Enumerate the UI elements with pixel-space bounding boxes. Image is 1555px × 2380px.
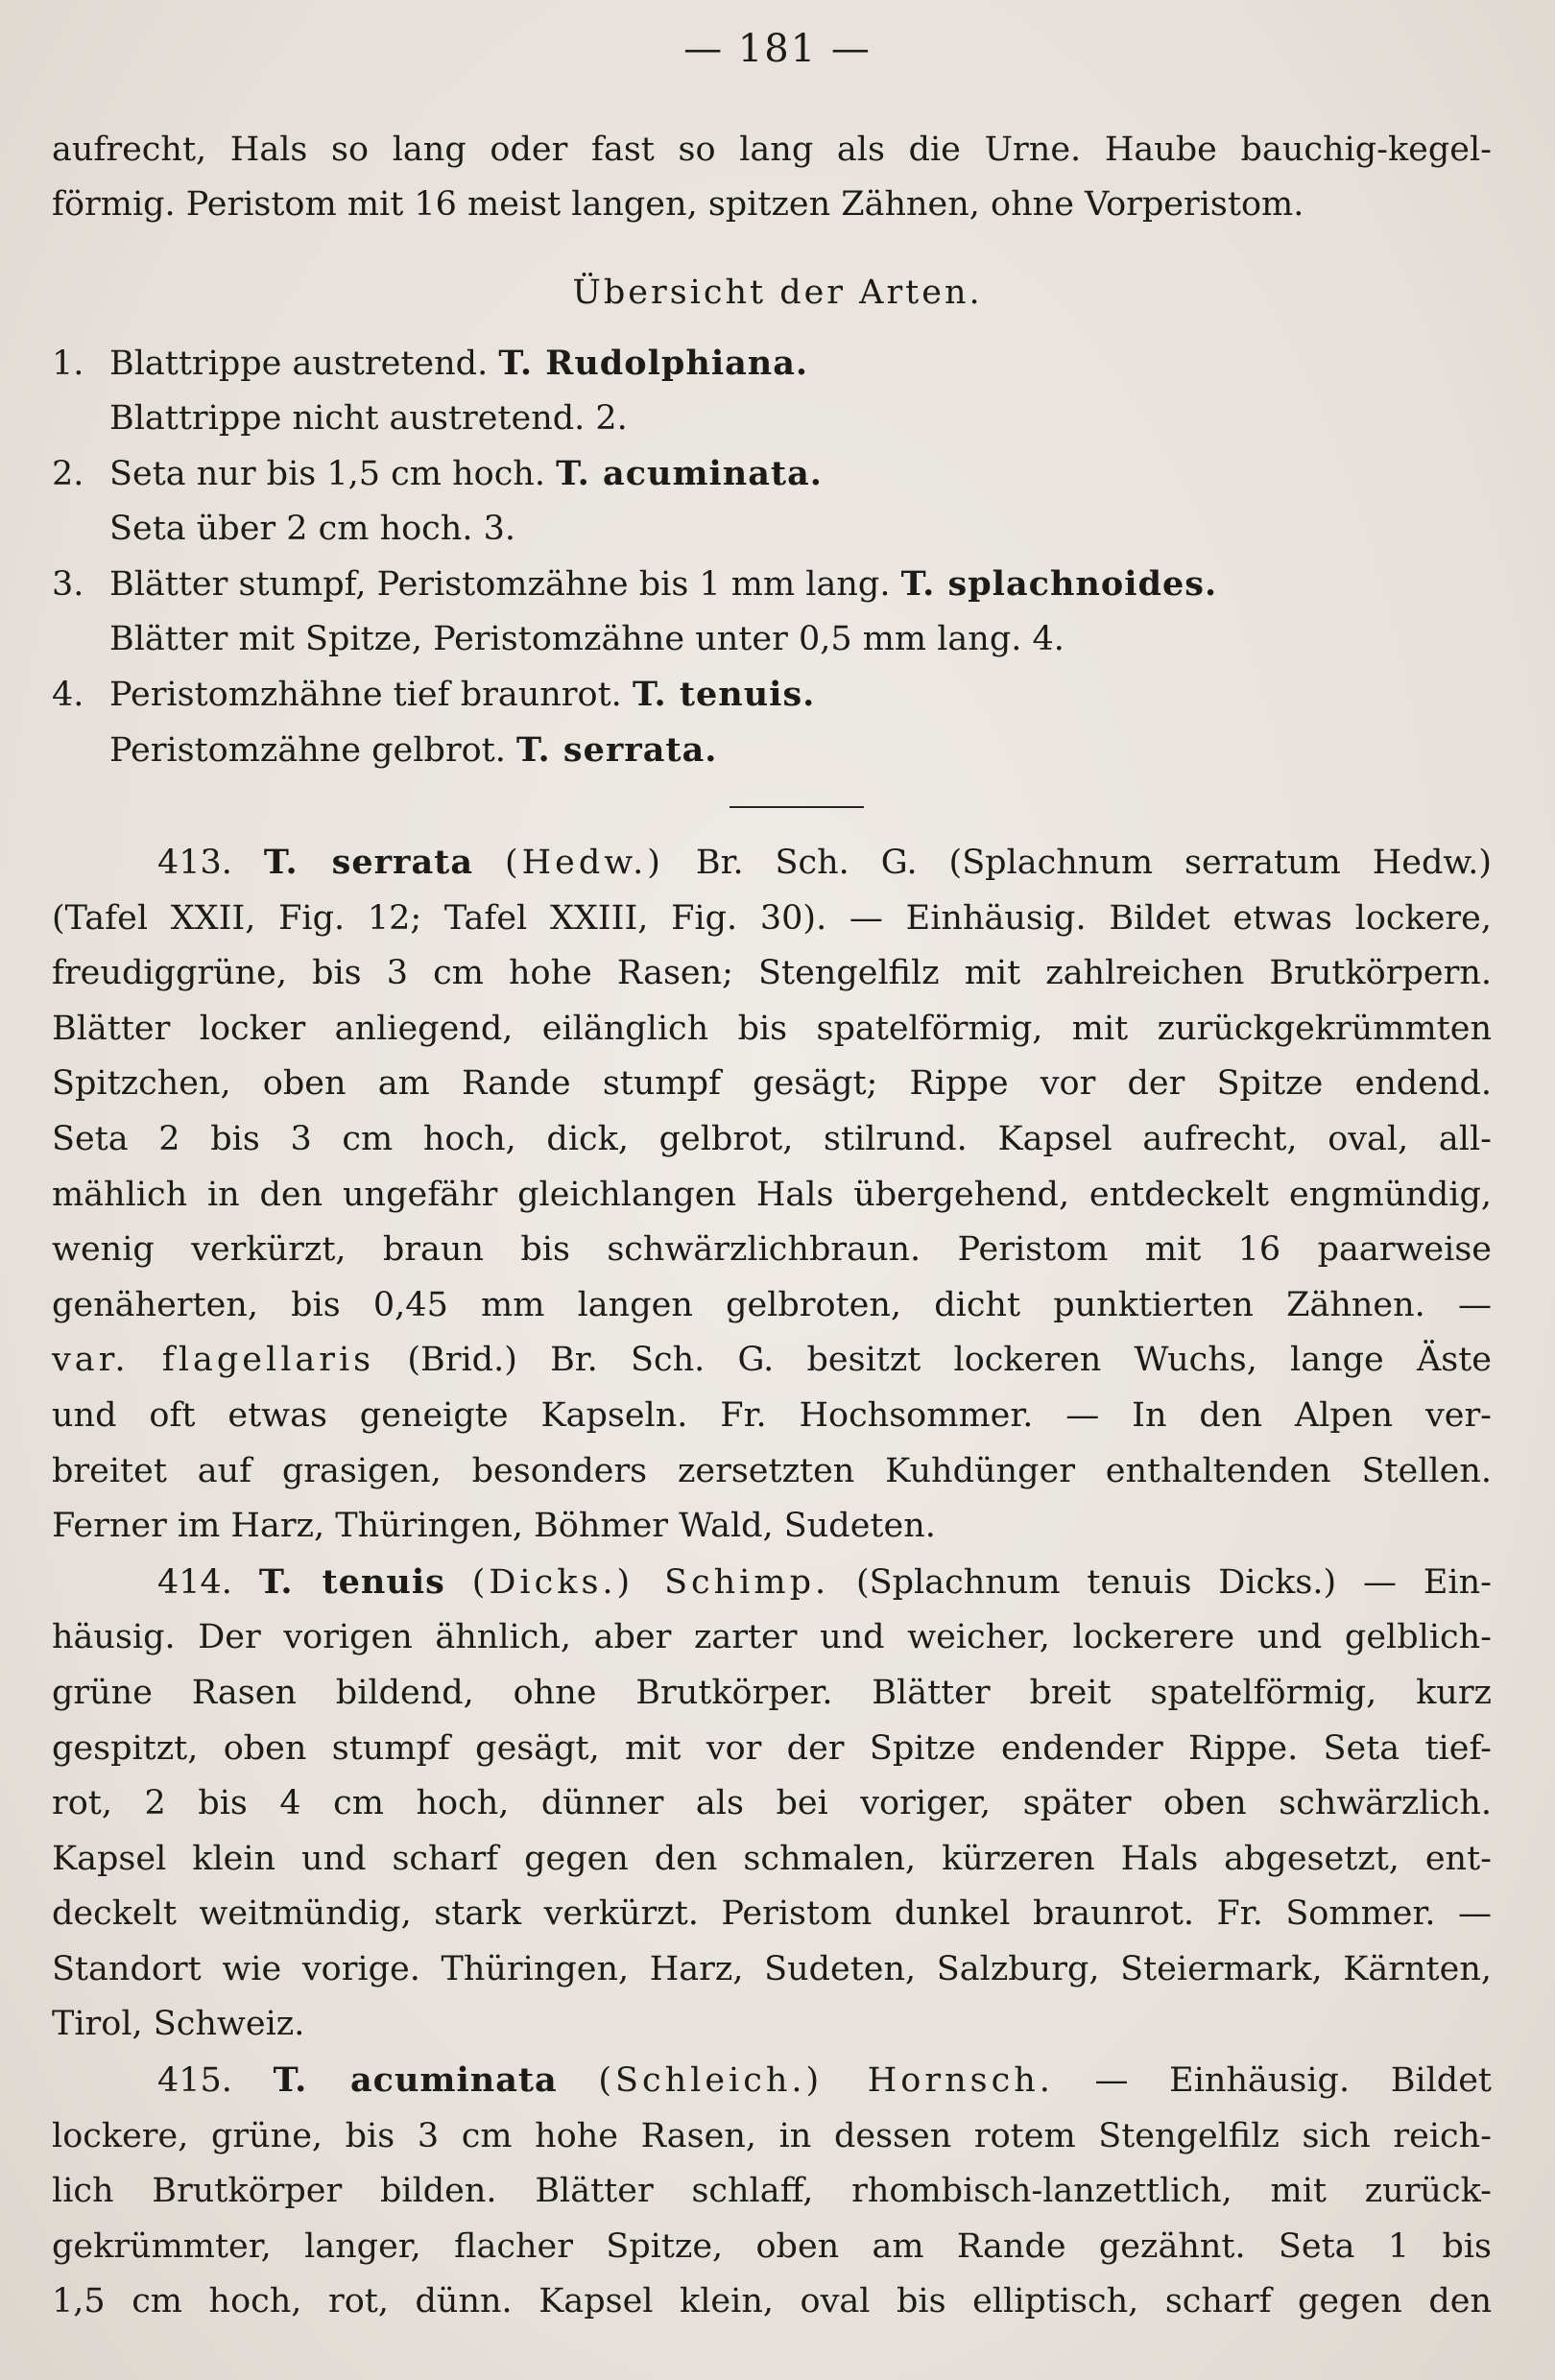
key-number: 1. (52, 345, 84, 383)
key-row (52, 667, 1492, 723)
key-taxon: T. splachnoides. (900, 564, 1218, 604)
entry-line: Ferner im Harz, Thüringen, Böhmer Wald, Sudeten. (52, 1507, 936, 1546)
key-taxon: T. serrata. (515, 730, 718, 770)
entry-line: genäherten, bis 0,45 mm langen gelbroten, dicht punktierten Zähnen. — (52, 1285, 1492, 1324)
key-row (52, 557, 1492, 612)
key-number: 2. (52, 455, 84, 493)
key-text: Blattrippe austretend. (109, 345, 489, 383)
species-key (52, 336, 1492, 778)
key-taxon: T. tenuis. (632, 675, 816, 714)
entry-author: (Dicks.) Schimp. (471, 1562, 830, 1602)
entry-line: Tirol, Schweiz. (52, 2005, 305, 2044)
entry-heading-rest: Br. Sch. G. (Splachnum serratum Hedw.) (695, 844, 1492, 882)
key-text: Blätter mit Spitze, Peristomzähne unter 0,5 mm lang. 4. (109, 620, 1065, 658)
key-text: Peristomzhähne tief braunrot. (109, 676, 622, 714)
entry-line: (Tafel XXII, Fig. 12; Tafel XXIII, Fig. 30). — Einhäusig. Bildet etwas lockere, (52, 898, 1492, 938)
entry-author: (Hedw.) (505, 844, 664, 882)
key-text: Seta über 2 cm hoch. 3. (109, 510, 515, 548)
species-entry-414 (52, 1555, 1492, 2053)
entry-number: 415. (157, 2061, 232, 2101)
entry-line: freudiggrüne, bis 3 cm hohe Rasen; Stengelfilz mit zahlreichen Brutkörpern. (52, 954, 1492, 993)
variety-prefix: var. (52, 1341, 130, 1380)
entry-heading-rest: (Splachnum tenuis Dicks.) — Ein- (856, 1562, 1492, 1602)
intro-paragraph (52, 123, 1492, 231)
key-title: Übersicht der Arten. (572, 274, 983, 312)
intro-line: förmig. Peristom mit 16 meist langen, spitzen Zähnen, ohne Vorperistom. (52, 184, 1304, 224)
entry-line: deckelt weitmündig, stark verkürzt. Peristom dunkel braunrot. Fr. Sommer. — (52, 1894, 1492, 1934)
entry-line: Spitzchen, oben am Rande stumpf gesägt; Rippe vor der Spitze endend. (52, 1064, 1492, 1104)
key-taxon: T. Rudolphiana. (498, 344, 809, 383)
entry-heading (52, 2053, 1492, 2109)
entry-line: wenig verkürzt, braun bis schwärzlichbraun. Peristom mit 16 paarweise (52, 1230, 1492, 1270)
entry-taxon: T. acuminata (273, 2060, 558, 2101)
entry-line: grüne Rasen bildend, ohne Brutkörper. Blätter breit spatelförmig, kurz (52, 1673, 1492, 1712)
key-row (52, 612, 1492, 667)
entry-line: Standort wie vorige. Thüringen, Harz, Sudeten, Salzburg, Steiermark, Kärnten, (52, 1949, 1492, 1988)
entry-line: 1,5 cm hoch, rot, dünn. Kapsel klein, oval bis elliptisch, scharf gegen den (52, 2282, 1492, 2321)
entry-line: mählich in den ungefähr gleichlangen Hals übergehend, entdeckelt engmündig, (52, 1175, 1492, 1214)
entry-number: 414. (157, 1562, 232, 1602)
entry-heading-rest: — Einhäusig. Bildet (1094, 2061, 1492, 2101)
key-row (52, 392, 1492, 446)
entry-heading (52, 835, 1492, 892)
entry-taxon: T. tenuis (258, 1561, 445, 1602)
key-number: 4. (52, 676, 84, 714)
species-entry-413 (52, 835, 1492, 1555)
entry-line: Blätter locker anliegend, eilänglich bis spatelförmig, mit zurückgekrümmten (52, 1009, 1492, 1048)
variety-line (52, 1333, 1492, 1389)
entry-number: 413. (157, 844, 232, 882)
entry-line: gekrümmter, langer, flacher Spitze, oben am Rande gezähnt. Seta 1 bis (52, 2226, 1492, 2266)
key-text: Peristomzähne gelbrot. (109, 731, 506, 770)
entry-line: rot, 2 bis 4 cm hoch, dünner als bei voriger, später oben schwärzlich. (52, 1784, 1492, 1823)
species-entries (52, 835, 1492, 2330)
key-text: Blätter stumpf, Peristomzähne bis 1 mm lang. (109, 565, 891, 604)
page-number: — 181 — (683, 27, 872, 71)
variety-rest: (Brid.) Br. Sch. G. besitzt lockeren Wuchs, lange Äste (407, 1341, 1492, 1380)
key-row (52, 446, 1492, 502)
entry-line: Kapsel klein und scharf gegen den schmalen, kürzeren Hals abgesetzt, ent- (52, 1839, 1492, 1878)
entry-author: (Schleich.) Hornsch. (598, 2061, 1054, 2101)
variety-name: flagellaris (161, 1341, 375, 1380)
entry-line: lockere, grüne, bis 3 cm hohe Rasen, in dessen rotem Stengelfilz sich reich- (52, 2116, 1492, 2155)
entry-line: lich Brutkörper bilden. Blätter schlaff, rhombisch-lanzettlich, mit zurück- (52, 2172, 1492, 2211)
entry-line: gespitzt, oben stumpf gesägt, mit vor der Spitze endender Rippe. Seta tief- (52, 1728, 1492, 1768)
key-row (52, 336, 1492, 392)
entry-taxon: T. serrata (263, 843, 474, 882)
key-row (52, 502, 1492, 557)
entry-line: und oft etwas geneigte Kapseln. Fr. Hochsommer. — In den Alpen ver- (52, 1395, 1492, 1435)
entry-line: breitet auf grasigen, besonders zersetzten Kuhdünger enthaltenden Stellen. (52, 1451, 1492, 1490)
intro-line: aufrecht, Hals so lang oder fast so lang als die Urne. Haube bauchig-kegel- (52, 131, 1492, 169)
key-taxon: T. acuminata. (556, 454, 823, 493)
key-number: 3. (52, 565, 84, 604)
species-entry-415 (52, 2053, 1492, 2330)
entry-line: Seta 2 bis 3 cm hoch, dick, gelbrot, stilrund. Kapsel aufrecht, oval, all- (52, 1119, 1492, 1158)
entry-heading (52, 1555, 1492, 1611)
key-text: Seta nur bis 1,5 cm hoch. (109, 455, 545, 493)
key-text: Blattrippe nicht austretend. 2. (109, 399, 628, 438)
section-divider (730, 806, 864, 808)
entry-line: häusig. Der vorigen ähnlich, aber zarter und weicher, lockerere und gelblich- (52, 1618, 1492, 1657)
key-row (52, 723, 1492, 778)
